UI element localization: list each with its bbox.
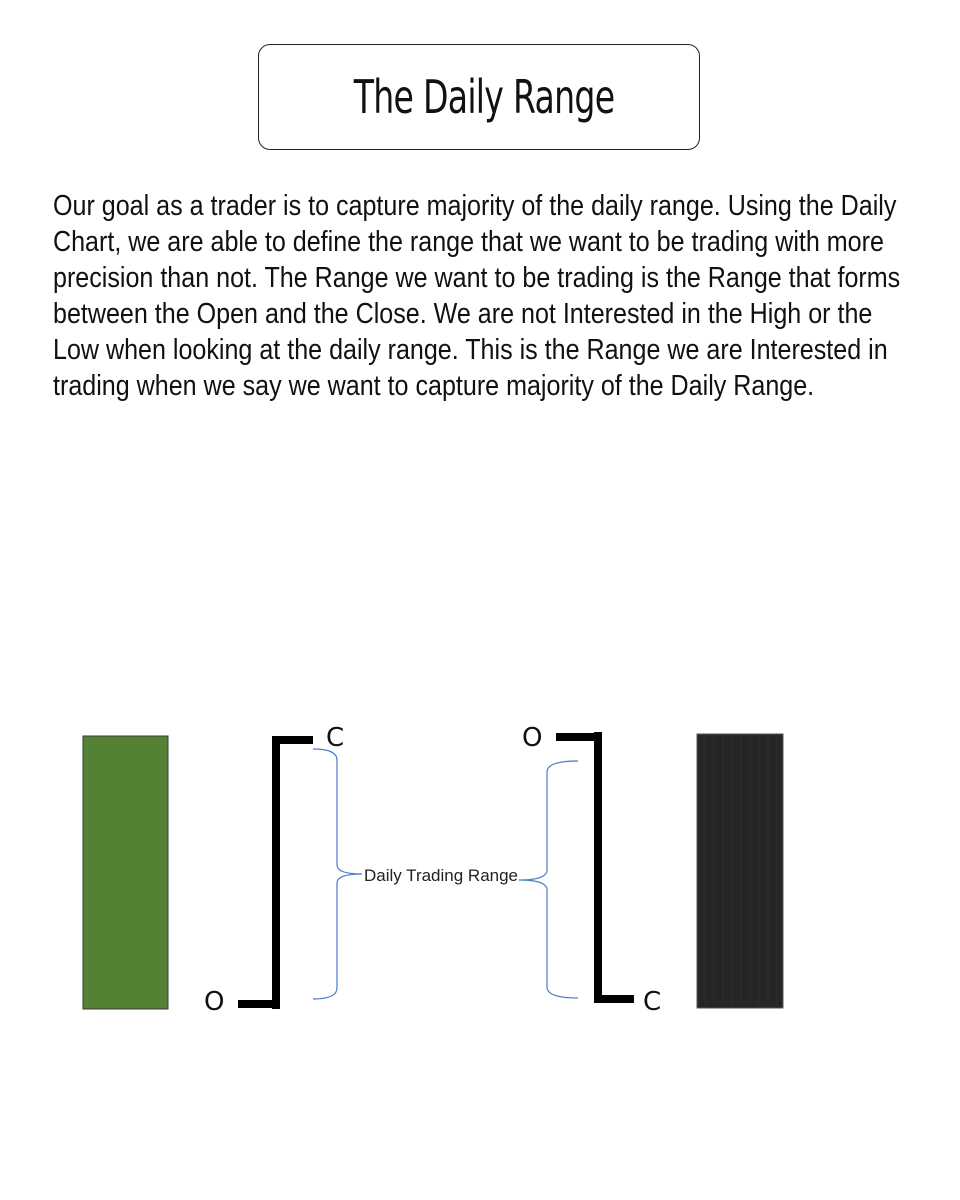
bullish-candle xyxy=(83,736,168,1009)
bullish-ohlc-bar xyxy=(238,736,313,1009)
bullish-close-label: C xyxy=(326,723,345,753)
right-range-brace xyxy=(519,761,578,998)
bullish-open-label: O xyxy=(204,987,225,1017)
left-range-brace xyxy=(313,749,362,999)
range-label: Daily Trading Range xyxy=(363,866,519,885)
bearish-close-label: C xyxy=(643,987,662,1017)
bearish-ohlc-bar xyxy=(556,732,634,1003)
bearish-open-label: O xyxy=(522,723,543,753)
page-title: The Daily Range xyxy=(353,70,615,124)
description-paragraph: Our goal as a trader is to capture majority of the daily range. Using the Daily Chart, we are able to define the range that we want to be trading with more precision than not. The Range we want to be trading is the Range that forms between the Open and the Close. We are not Interested in the High or the Low when looking at the daily range. This is the Range we are Interested in trading when we say we want to capture majority of the Daily Range. xyxy=(53,190,901,402)
bearish-candle xyxy=(697,734,783,1008)
